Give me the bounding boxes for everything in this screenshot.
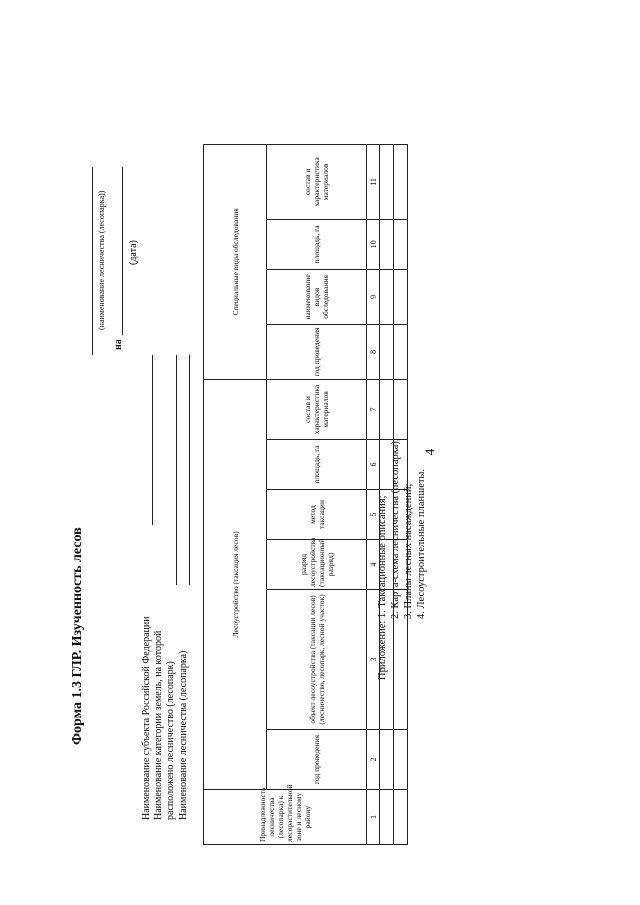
appendix-item: 2. Карта-схема лесничества (лесопарка); xyxy=(390,438,401,619)
forestry-label-line xyxy=(189,355,190,585)
col-number: 10 xyxy=(367,219,380,269)
forestry-name-line xyxy=(92,167,93,355)
col-number: 4 xyxy=(367,540,380,590)
date-line xyxy=(122,167,123,335)
col-header-method: метод таксации xyxy=(267,490,367,540)
appendix-item: 4. Лесоустроительные планшеты. xyxy=(416,468,427,619)
land-category-label-2: расположено лесничество (лесопарк) xyxy=(165,661,176,820)
appendix-item: 3. Планы лесных насаждений; xyxy=(403,483,414,619)
col-number: 3 xyxy=(367,590,380,730)
col-header-year: год проведения xyxy=(267,730,367,790)
col-header-category: разряд лесоустройства (таксационный разряд) xyxy=(267,540,367,590)
col-header-zone: Принадлежность лесничества (лесопарка) к лесорастительной зоне и лесному району xyxy=(204,790,367,845)
col-header-survey-type: наименование видов обследования xyxy=(267,269,367,324)
appendix-title: Приложение: 1. Таксационные описания; xyxy=(377,495,388,680)
col-number: 11 xyxy=(367,144,380,219)
col-header-area: площадь, га xyxy=(267,440,367,490)
date-caption: (дата) xyxy=(128,240,139,265)
col-number: 5 xyxy=(367,490,380,540)
land-category-line xyxy=(176,355,177,585)
col-number: 6 xyxy=(367,440,380,490)
form-title: Форма 1.3 ГЛР. Изученность лесов xyxy=(70,527,85,745)
group-header-forest-management: Лесоустройство (таксация лесов) xyxy=(204,379,267,789)
col-header-survey-materials: состав и характеристика материалов xyxy=(267,144,367,219)
col-header-survey-year: год проведения xyxy=(267,324,367,379)
col-number: 1 xyxy=(367,790,380,845)
col-header-materials: состав и характеристика материалов xyxy=(267,379,367,439)
page-number: 4 xyxy=(422,448,437,456)
col-header-survey-area: площадь, га xyxy=(267,219,367,269)
group-header-special-surveys: Специальные виды обследования xyxy=(204,144,267,379)
forestry-name-label: Наименование лесничества (лесопарка) xyxy=(178,650,189,820)
forestry-caption: (наименование лесничества (лесопарка)) xyxy=(97,190,106,330)
col-header-object: объект лесоустройства (таксации лесов) (лесничество, лесопарк, лесной участок) xyxy=(267,590,367,730)
land-category-label: Наименование категории земель, на которой xyxy=(153,630,164,820)
col-number: 2 xyxy=(367,730,380,790)
col-number: 8 xyxy=(367,324,380,379)
region-line xyxy=(152,355,153,525)
col-number: 9 xyxy=(367,269,380,324)
region-label: Наименование субъекта Российской Федерации xyxy=(141,616,152,820)
na-label: на xyxy=(113,339,124,350)
col-number: 7 xyxy=(367,379,380,439)
